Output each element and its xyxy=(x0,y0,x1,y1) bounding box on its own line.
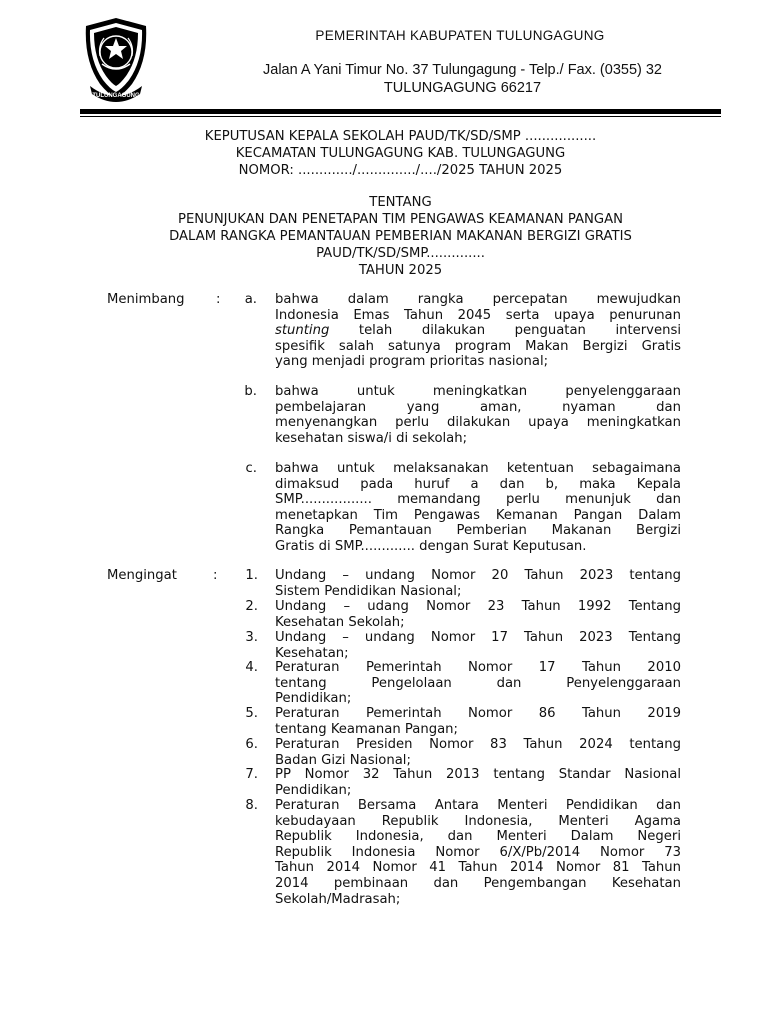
mengingat-item-line: Peraturan Bersama Antara Menteri Pendidikan dan xyxy=(275,798,681,813)
mengingat-item-text xyxy=(275,599,681,630)
mengingat-item-line: tentang Keamanan Pangan; xyxy=(275,721,458,737)
mengingat-item-marker: 5. xyxy=(245,706,258,721)
menimbang-item-marker: b. xyxy=(244,384,257,399)
menimbang-item-line: kesehatan siswa/i di sekolah; xyxy=(275,430,468,446)
menimbang-item-line: bahwa dalam rangka percepatan mewujudkan xyxy=(275,292,681,307)
menimbang-colon: : xyxy=(216,292,221,307)
mengingat-item xyxy=(230,630,681,661)
mengingat-item-line: Tahun 2014 Nomor 41 Tahun 2014 Nomor 81 Tahun xyxy=(275,860,681,876)
menimbang-item xyxy=(230,461,681,555)
menimbang-item-line: menyenangkan perlu dilakukan upaya meningkatkan xyxy=(275,415,681,431)
mengingat-item xyxy=(230,660,681,707)
mengingat-item-marker: 1. xyxy=(245,568,258,583)
letterhead-rule-thin xyxy=(80,116,721,117)
menimbang-item-line: Gratis di SMP............. dengan Surat Keputusan. xyxy=(275,538,587,554)
decree-title-line: KECAMATAN TULUNGAGUNG KAB. TULUNGAGUNG xyxy=(235,146,566,161)
menimbang-item-marker: c. xyxy=(245,461,257,476)
menimbang-item-text xyxy=(275,292,681,370)
menimbang-item-line: spesifik salah satunya program Makan Bergizi Gratis xyxy=(275,338,681,354)
tulungagung-emblem-logo xyxy=(80,16,152,102)
mengingat-item-text xyxy=(275,798,681,907)
menimbang-item-line: Rangka Pemantauan Pemberian Makanan Bergizi xyxy=(275,523,681,539)
office-city: TULUNGAGUNG 66217 xyxy=(383,80,542,96)
menimbang-item-line: bahwa untuk meningkatkan penyelenggaraan xyxy=(275,384,681,399)
letterhead-rule-thick xyxy=(80,109,721,114)
menimbang-item-text xyxy=(275,461,681,555)
mengingat-item-line: Undang – undang Nomor 20 Tahun 2023 tentang xyxy=(275,568,681,583)
menimbang-item-line: SMP................. memandang perlu menunjuk dan xyxy=(275,492,681,508)
mengingat-item-line: Peraturan Pemerintah Nomor 17 Tahun 2010 xyxy=(275,660,681,675)
mengingat-item-line: Kesehatan; xyxy=(275,645,349,661)
mengingat-item-line: PP Nomor 32 Tahun 2013 tentang Standar Nasional xyxy=(275,767,681,782)
mengingat-item-line: tentang Pengelolaan dan Penyelenggaraan xyxy=(275,675,681,691)
logo-banner-text: TULUNGAGUNG xyxy=(92,93,140,99)
mengingat-item xyxy=(230,706,681,737)
mengingat-item xyxy=(230,599,681,630)
mengingat-item-line: Republik Indonesia, dan Menteri Dalam Negeri xyxy=(275,829,681,845)
mengingat-item-text xyxy=(275,706,681,737)
mengingat-colon: : xyxy=(213,568,218,583)
mengingat-item-marker: 7. xyxy=(245,767,258,782)
menimbang-item xyxy=(230,384,681,446)
decree-number: NOMOR: ............./............../..../2025 TAHUN 2025 xyxy=(238,163,563,178)
subject-heading: TENTANG xyxy=(369,195,432,210)
government-name: PEMERINTAH KABUPATEN TULUNGAGUNG xyxy=(315,28,605,43)
mengingat-item xyxy=(230,767,681,798)
menimbang-item-line: stunting telah dilakukan penguatan intervensi xyxy=(275,323,681,339)
mengingat-item xyxy=(230,798,681,907)
mengingat-item-line: Kesehatan Sekolah; xyxy=(275,614,405,630)
mengingat-item-text xyxy=(275,767,681,798)
mengingat-item-line: Republik Indonesia Nomor 6/X/Pb/2014 Nomor 73 xyxy=(275,844,681,860)
subject-line: PENUNJUKAN DAN PENETAPAN TIM PENGAWAS KEAMANAN PANGAN xyxy=(178,212,623,227)
mengingat-item-line: Sistem Pendidikan Nasional; xyxy=(275,583,462,599)
menimbang-item-line: menetapkan Tim Pengawas Kemanan Pangan Dalam xyxy=(275,507,681,523)
mengingat-item-marker: 3. xyxy=(245,630,258,645)
mengingat-item-marker: 4. xyxy=(245,660,258,675)
subject-line: DALAM RANGKA PEMANTAUAN PEMBERIAN MAKANAN BERGIZI GRATIS xyxy=(169,229,632,244)
subject-line: PAUD/TK/SD/SMP.............. xyxy=(316,246,485,261)
menimbang-item-text xyxy=(275,384,681,446)
subject-line: TAHUN 2025 xyxy=(358,263,443,278)
decree-title xyxy=(80,128,721,179)
menimbang-item-line: dimaksud pada huruf a dan b, maka Kepala xyxy=(275,476,681,492)
menimbang-item-marker: a. xyxy=(244,292,257,307)
office-address: Jalan A Yani Timur No. 37 Tulungagung - Telp./ Fax. (0355) 32 xyxy=(263,62,662,78)
menimbang-item-line: Indonesia Emas Tahun 2045 serta upaya penurunan xyxy=(275,307,681,323)
mengingat-item-text xyxy=(275,737,681,768)
mengingat-item-line: Pendidikan; xyxy=(275,782,352,798)
decree-subject xyxy=(80,194,721,279)
mengingat-item-line: Badan Gizi Nasional; xyxy=(275,752,411,768)
mengingat-item-line: Peraturan Presiden Nomor 83 Tahun 2024 tentang xyxy=(275,737,681,752)
mengingat-item-line: Undang – undang Nomor 17 Tahun 2023 Tentang xyxy=(275,630,681,645)
decree-title-line: KEPUTUSAN KEPALA SEKOLAH PAUD/TK/SD/SMP ................. xyxy=(204,129,597,144)
menimbang-item-line: pembelajaran yang aman, nyaman dan xyxy=(275,399,681,415)
mengingat-item-text xyxy=(275,568,681,599)
mengingat-item-line: Pendidikan; xyxy=(275,691,352,707)
mengingat-item-marker: 8. xyxy=(245,798,258,813)
menimbang-item-line: yang menjadi program prioritas nasional; xyxy=(275,354,549,370)
mengingat-item-text xyxy=(275,630,681,661)
mengingat-item xyxy=(230,737,681,768)
menimbang-label: Menimbang xyxy=(107,292,185,307)
mengingat-item-line: Sekolah/Madrasah; xyxy=(275,891,401,907)
mengingat-item-marker: 6. xyxy=(245,737,258,752)
menimbang-item xyxy=(230,292,681,370)
mengingat-item-line: kebudayaan Republik Indonesia, Menteri Agama xyxy=(275,813,681,829)
menimbang-item-line: bahwa untuk melaksanakan ketentuan sebagaimana xyxy=(275,461,681,476)
mengingat-item-line: Undang – udang Nomor 23 Tahun 1992 Tentang xyxy=(275,599,681,614)
mengingat-item xyxy=(230,568,681,599)
mengingat-item-marker: 2. xyxy=(245,599,258,614)
mengingat-item-text xyxy=(275,660,681,707)
mengingat-item-line: Peraturan Pemerintah Nomor 86 Tahun 2019 xyxy=(275,706,681,721)
mengingat-item-line: 2014 pembinaan dan Pengembangan Kesehatan xyxy=(275,875,681,891)
mengingat-label: Mengingat xyxy=(107,568,177,583)
